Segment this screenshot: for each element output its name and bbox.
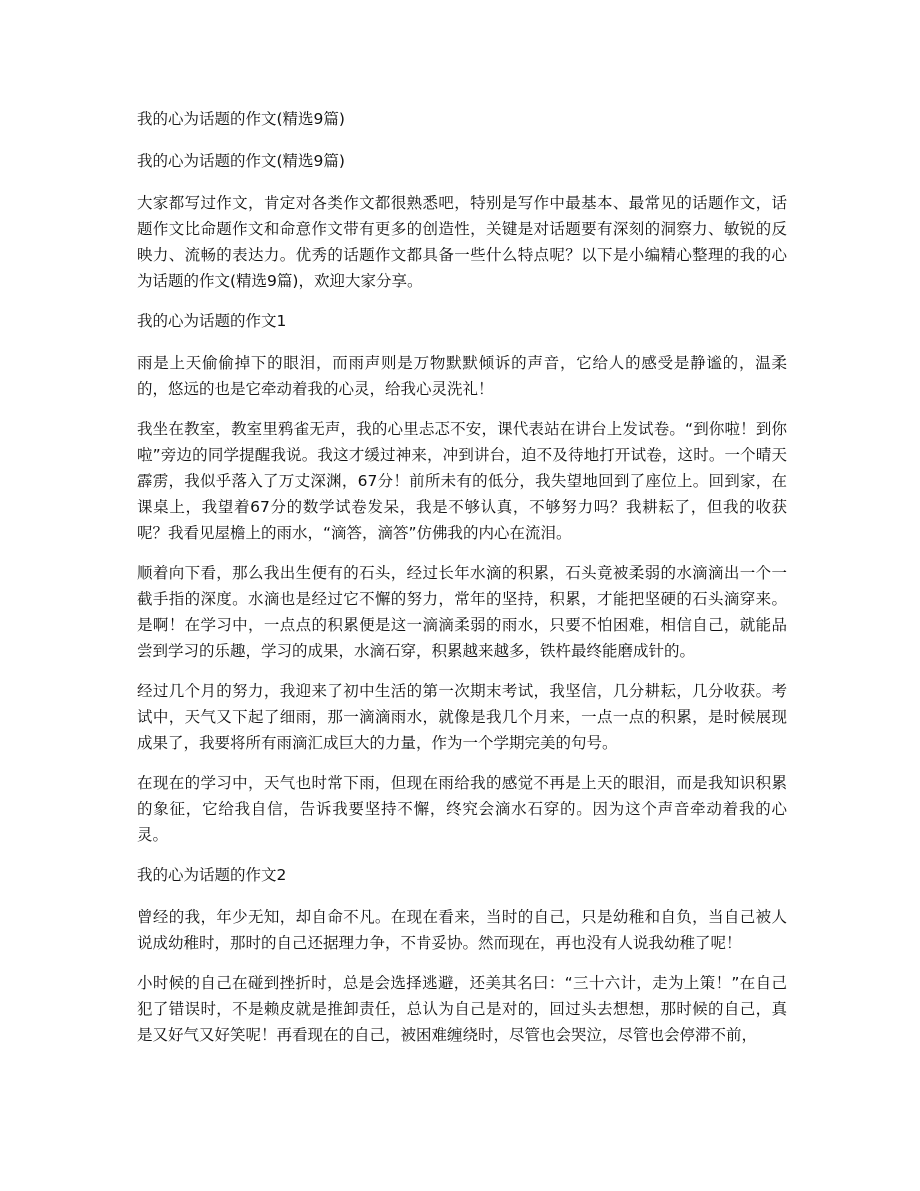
section-1-paragraph-5: 在现在的学习中，天气也时常下雨，但现在雨给我的感觉不再是上天的眼泪，而是我知识积累的象征，它给我自信，告诉我要坚持不懈，终究会滴水石穿的。因为这个声音牵动着我的心灵。 bbox=[137, 774, 787, 844]
section-2-heading: 我的心为话题的作文2 bbox=[137, 866, 287, 884]
document-title: 我的心为话题的作文(精选9篇) bbox=[137, 110, 345, 128]
section-1-paragraph-4: 经过几个月的努力，我迎来了初中生活的第一次期末考试，我坚信，几分耕耘，几分收获。考试中，天气又下起了细雨，那一滴滴雨水，就像是我几个月来，一点一点的积累，是时候展现成果了，我要将所有雨滴汇成巨大的力量，作为一个学期完美的句号。 bbox=[137, 682, 787, 752]
section-1-heading: 我的心为话题的作文1 bbox=[137, 312, 287, 330]
section-2-paragraph-2: 小时候的自己在碰到挫折时，总是会选择逃避，还美其名曰：“三十六计，走为上策！”在自己犯了错误时，不是赖皮就是推卸责任，总认为自己是对的，回过头去想想，那时候的自己，真是又好气又好笑呢！再看现在的自己，被困难缠绕时，尽管也会哭泣，尽管也会停滞不前， bbox=[137, 974, 787, 1044]
section-1-paragraph-3: 顺着向下看，那么我出生便有的石头，经过长年水滴的积累，石头竟被柔弱的水滴滴出一个一截手指的深度。水滴也是经过它不懈的努力，常年的坚持，积累，才能把坚硬的石头滴穿来。是啊！在学习中，一点点的积累便是这一滴滴柔弱的雨水，只要不怕困难，相信自己，就能品尝到学习的乐趣，学习的成果，水滴石穿，积累越来越多，铁杵最终能磨成针的。 bbox=[137, 564, 787, 660]
section-2-paragraph-1: 曾经的我，年少无知，却自命不凡。在现在看来，当时的自己，只是幼稚和自负，当自己被人说成幼稚时，那时的自己还据理力争，不肯妥协。然而现在，再也没有人说我幼稚了呢！ bbox=[137, 908, 787, 952]
document-page bbox=[137, 106, 787, 1062]
intro-paragraph: 大家都写过作文，肯定对各类作文都很熟悉吧，特别是写作中最基本、最常见的话题作文，话题作文比命题作文和命意作文带有更多的创造性，关键是对话题要有深刻的洞察力、敏锐的反映力、流畅的表达力。优秀的话题作文都具备一些什么特点呢？以下是小编精心整理的我的心为话题的作文(精选9篇)，欢迎大家分享。 bbox=[137, 194, 787, 290]
section-1-paragraph-1: 雨是上天偷偷掉下的眼泪，而雨声则是万物默默倾诉的声音，它给人的感受是静谧的，温柔的，悠远的也是它牵动着我的心灵，给我心灵洗礼！ bbox=[137, 354, 787, 398]
document-subtitle: 我的心为话题的作文(精选9篇) bbox=[137, 152, 345, 170]
section-1-paragraph-2: 我坐在教室，教室里鸦雀无声，我的心里忐忑不安，课代表站在讲台上发试卷。“到你啦！到你啦”旁边的同学提醒我说。我这才缓过神来，冲到讲台，迫不及待地打开试卷，这时。一个晴天霹雳，我似乎落入了万丈深渊，67分！前所未有的低分，我失望地回到了座位上。回到家，在课桌上，我望着67分的数学试卷发呆，我是不够认真，不够努力吗？我耕耘了，但我的收获呢？我看见屋檐上的雨水，“滴答，滴答”仿佛我的内心在流泪。 bbox=[137, 420, 787, 542]
